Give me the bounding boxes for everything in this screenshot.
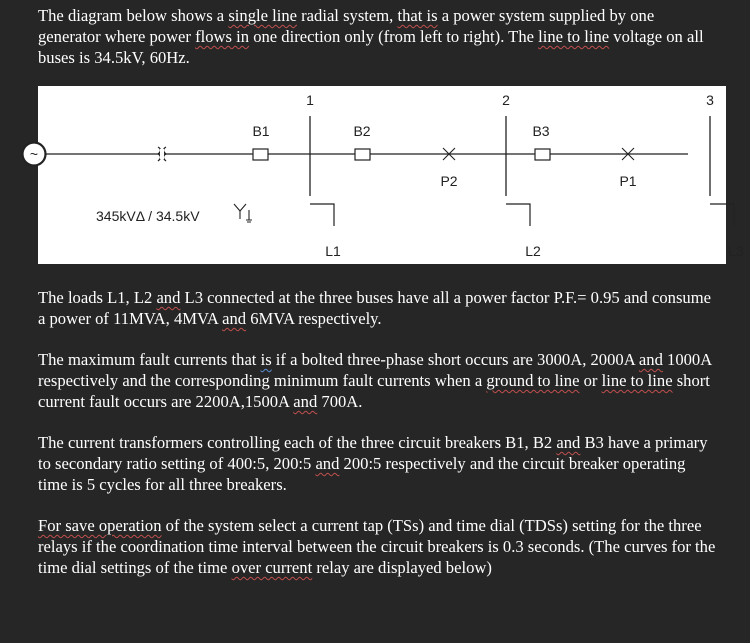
load-l2-label: L2 xyxy=(525,243,541,259)
breaker-b3-label: B3 xyxy=(532,123,550,139)
diagram-svg xyxy=(29,86,744,264)
bus-2-number: 2 xyxy=(502,92,510,108)
task-paragraph xyxy=(38,515,738,578)
intro-text-2: radial system, xyxy=(297,6,398,25)
loads-flagged-1: and xyxy=(156,288,181,307)
load-l3-icon xyxy=(710,204,734,226)
fault-flagged-4: line to line xyxy=(601,371,673,390)
breaker-b3-icon xyxy=(535,149,550,160)
intro-flagged-3: flows in xyxy=(195,27,250,46)
fault-text-6: 700A. xyxy=(317,392,363,411)
task-text-1: of the system select a current tap (TSs) and time dial (TDSs) setting for the three relays if the coordination time interval between the circuit breakers is 0.3 seconds. (The curves for the time dial settings of the time xyxy=(38,516,716,577)
ct-paragraph xyxy=(38,432,718,495)
task-flagged-1: For save operation xyxy=(38,516,162,535)
intro-paragraph xyxy=(38,5,718,68)
fault-point-p1-label: P1 xyxy=(619,173,637,189)
loads-flagged-2: and xyxy=(222,309,247,328)
intro-flagged-4: line to line xyxy=(538,27,610,46)
fault-paragraph xyxy=(38,349,718,412)
intro-text-1: The diagram below shows a xyxy=(38,6,229,25)
fault-flagged-3: ground to line xyxy=(486,371,580,390)
task-flagged-2: over current xyxy=(231,558,313,577)
intro-flagged-1: single line xyxy=(228,6,297,25)
breaker-b1-label: B1 xyxy=(252,123,270,139)
intro-text-4: one direction only (from left to right). The xyxy=(249,27,539,46)
fault-flagged-1: is xyxy=(260,350,272,369)
load-l3-label: L3 xyxy=(728,243,744,259)
fault-text-1: The maximum fault currents that xyxy=(38,350,261,369)
fault-text-4: or xyxy=(579,371,602,390)
intro-text-5: voltage on all buses is 34.5kV, 60Hz. xyxy=(38,27,704,67)
loads-text-3: 6MVA respectively. xyxy=(246,309,382,328)
single-line-diagram xyxy=(29,86,744,264)
fault-text-2: if a bolted three-phase short occurs are 3000A, 2000A xyxy=(271,350,639,369)
breaker-b2-icon xyxy=(355,149,370,160)
fault-flagged-5: and xyxy=(293,392,318,411)
load-l2-icon xyxy=(506,204,530,226)
ct-text-2: B3 have a primary to secondary ratio setting of 400:5, 200:5 xyxy=(38,433,708,473)
breaker-b1-icon xyxy=(253,149,268,160)
wye-grounded-icon xyxy=(234,204,252,222)
breaker-b2-label: B2 xyxy=(353,123,371,139)
loads-text-2: L3 connected at the three buses have all a power factor P.F.= 0.95 and consume a power of 11MVA, 4MVA xyxy=(38,288,711,328)
ct-text-3: 200:5 respectively and the circuit breaker operating time is 5 cycles for all three breakers. xyxy=(38,454,686,494)
intro-flagged-2: that is xyxy=(397,6,438,25)
fault-text-5: short current fault occurs are 2200A,1500A xyxy=(38,371,710,411)
bus-3-number: 3 xyxy=(706,92,714,108)
load-l1-label: L1 xyxy=(325,243,341,259)
intro-text-3: a power system supplied by one generator where power xyxy=(38,6,655,46)
generator-symbol: ~ xyxy=(29,146,39,162)
ct-text-1: The current transformers controlling each of the three circuit breakers B1, B2 xyxy=(38,433,557,452)
fault-text-3: 1000A respectively and the corresponding minimum fault currents when a xyxy=(38,350,712,390)
fault-flagged-2: and xyxy=(638,350,663,369)
loads-paragraph xyxy=(38,287,718,329)
task-text-2: relay are displayed below) xyxy=(312,558,492,577)
fault-point-p2-label: P2 xyxy=(440,173,458,189)
transformer-label: 345kVΔ / 34.5kV xyxy=(96,208,200,224)
loads-text-1: The loads L1, L2 xyxy=(38,288,157,307)
ct-flagged-2: and xyxy=(315,454,340,473)
ct-flagged-1: and xyxy=(556,433,581,452)
bus-1-number: 1 xyxy=(306,92,314,108)
load-l1-icon xyxy=(310,204,334,226)
